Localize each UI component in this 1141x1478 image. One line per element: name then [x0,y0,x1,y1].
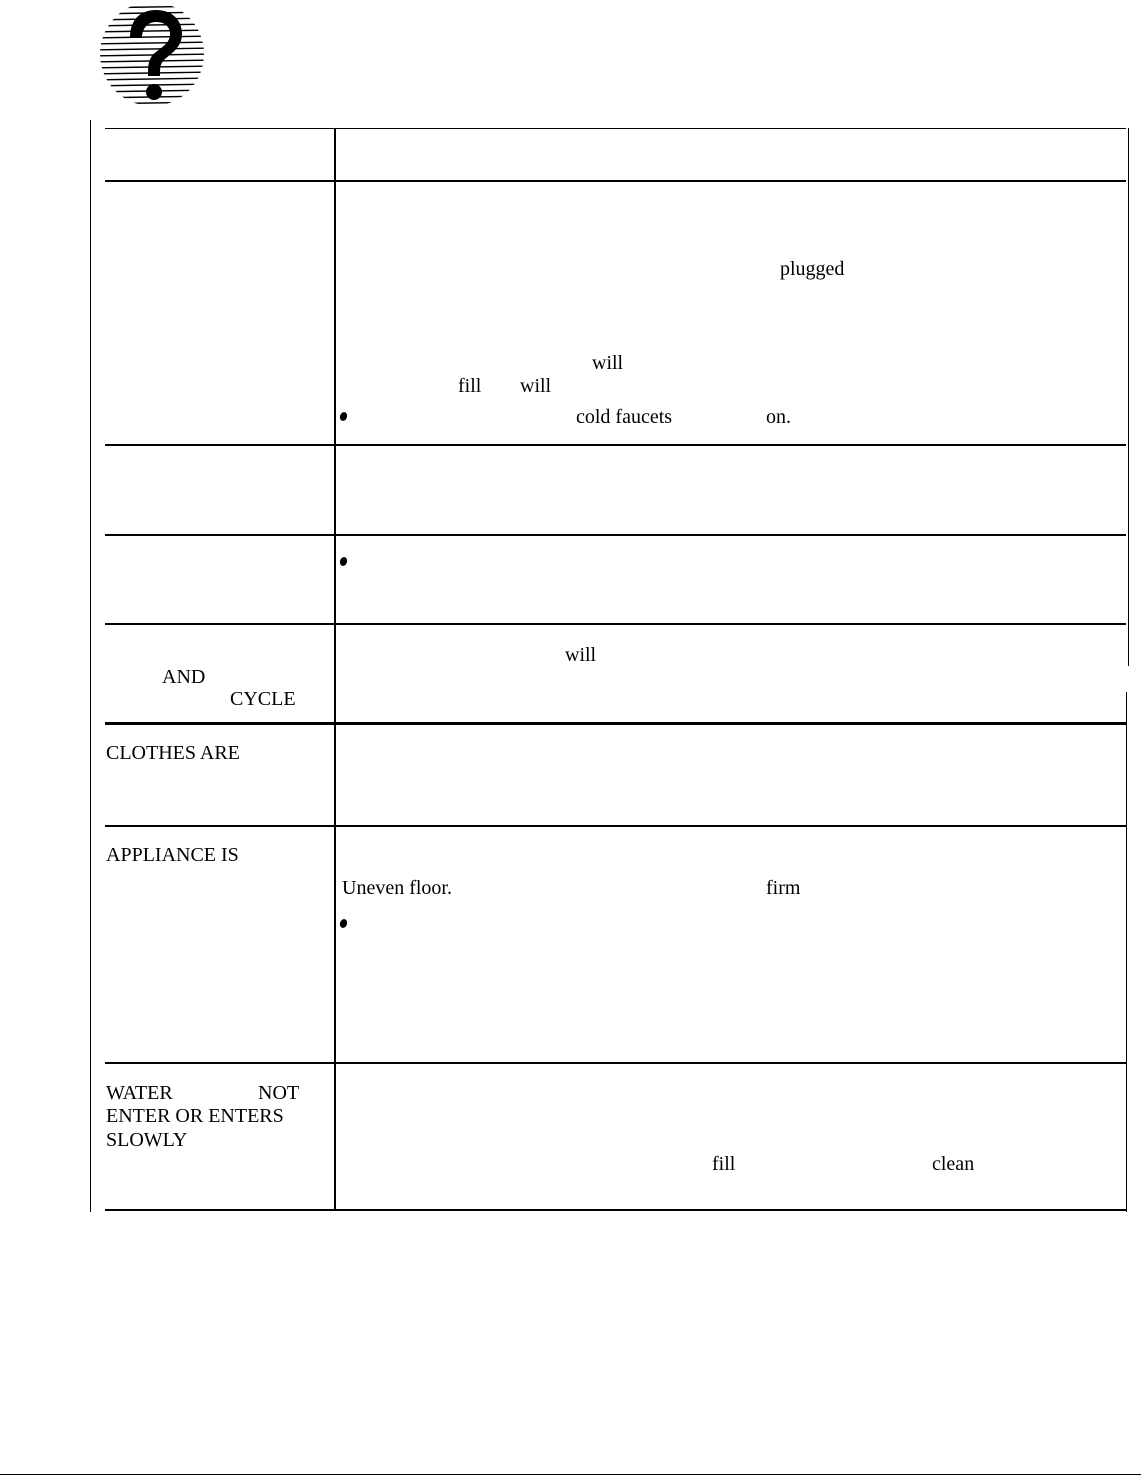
cause-text-no-start: on. [766,406,791,428]
header-rule [105,180,1126,182]
cause-text-no-start: plugged [780,258,845,280]
problem-label-water: NOT [258,1082,300,1104]
row-rule-2 [105,534,1126,536]
bullet-point [339,411,349,422]
outer-right-border-upper [1128,128,1129,666]
page-bottom-rule [0,1474,1141,1475]
cause-text-noisy: firm [766,877,801,899]
outer-left-border [90,120,91,1212]
cause-text-noisy: Uneven floor. [342,877,452,899]
row-rule-5 [105,825,1126,827]
problem-label-water: SLOWLY [106,1129,188,1151]
bullet-point [339,556,349,567]
table-top-rule [105,128,1126,129]
bullet-point [339,918,349,929]
problem-label-clothes: CLOTHES ARE [106,742,240,764]
cause-text-no-start: fill [458,375,482,397]
row-rule-3 [105,623,1126,625]
cause-text-water: fill [712,1153,736,1175]
question-mark-icon [86,0,218,108]
problem-label-water: ENTER OR ENTERS [106,1105,284,1127]
problem-label-stops: AND [162,666,206,688]
outer-right-border-lower [1126,692,1127,1212]
cause-text-no-start: will [592,352,624,374]
row-rule-4 [105,722,1126,725]
problem-label-stops: CYCLE [230,688,296,710]
row-rule-1 [105,444,1126,446]
problem-label-water: WATER [106,1082,173,1104]
cause-text-no-start: will [520,375,552,397]
table-bottom-rule [105,1209,1126,1211]
row-rule-6 [105,1062,1126,1064]
cause-text-stops: will [565,644,597,666]
column-divider [334,128,336,1210]
cause-text-water: clean [932,1153,975,1175]
problem-label-noisy: APPLIANCE IS [106,844,239,866]
cause-text-no-start: cold faucets [576,406,673,428]
